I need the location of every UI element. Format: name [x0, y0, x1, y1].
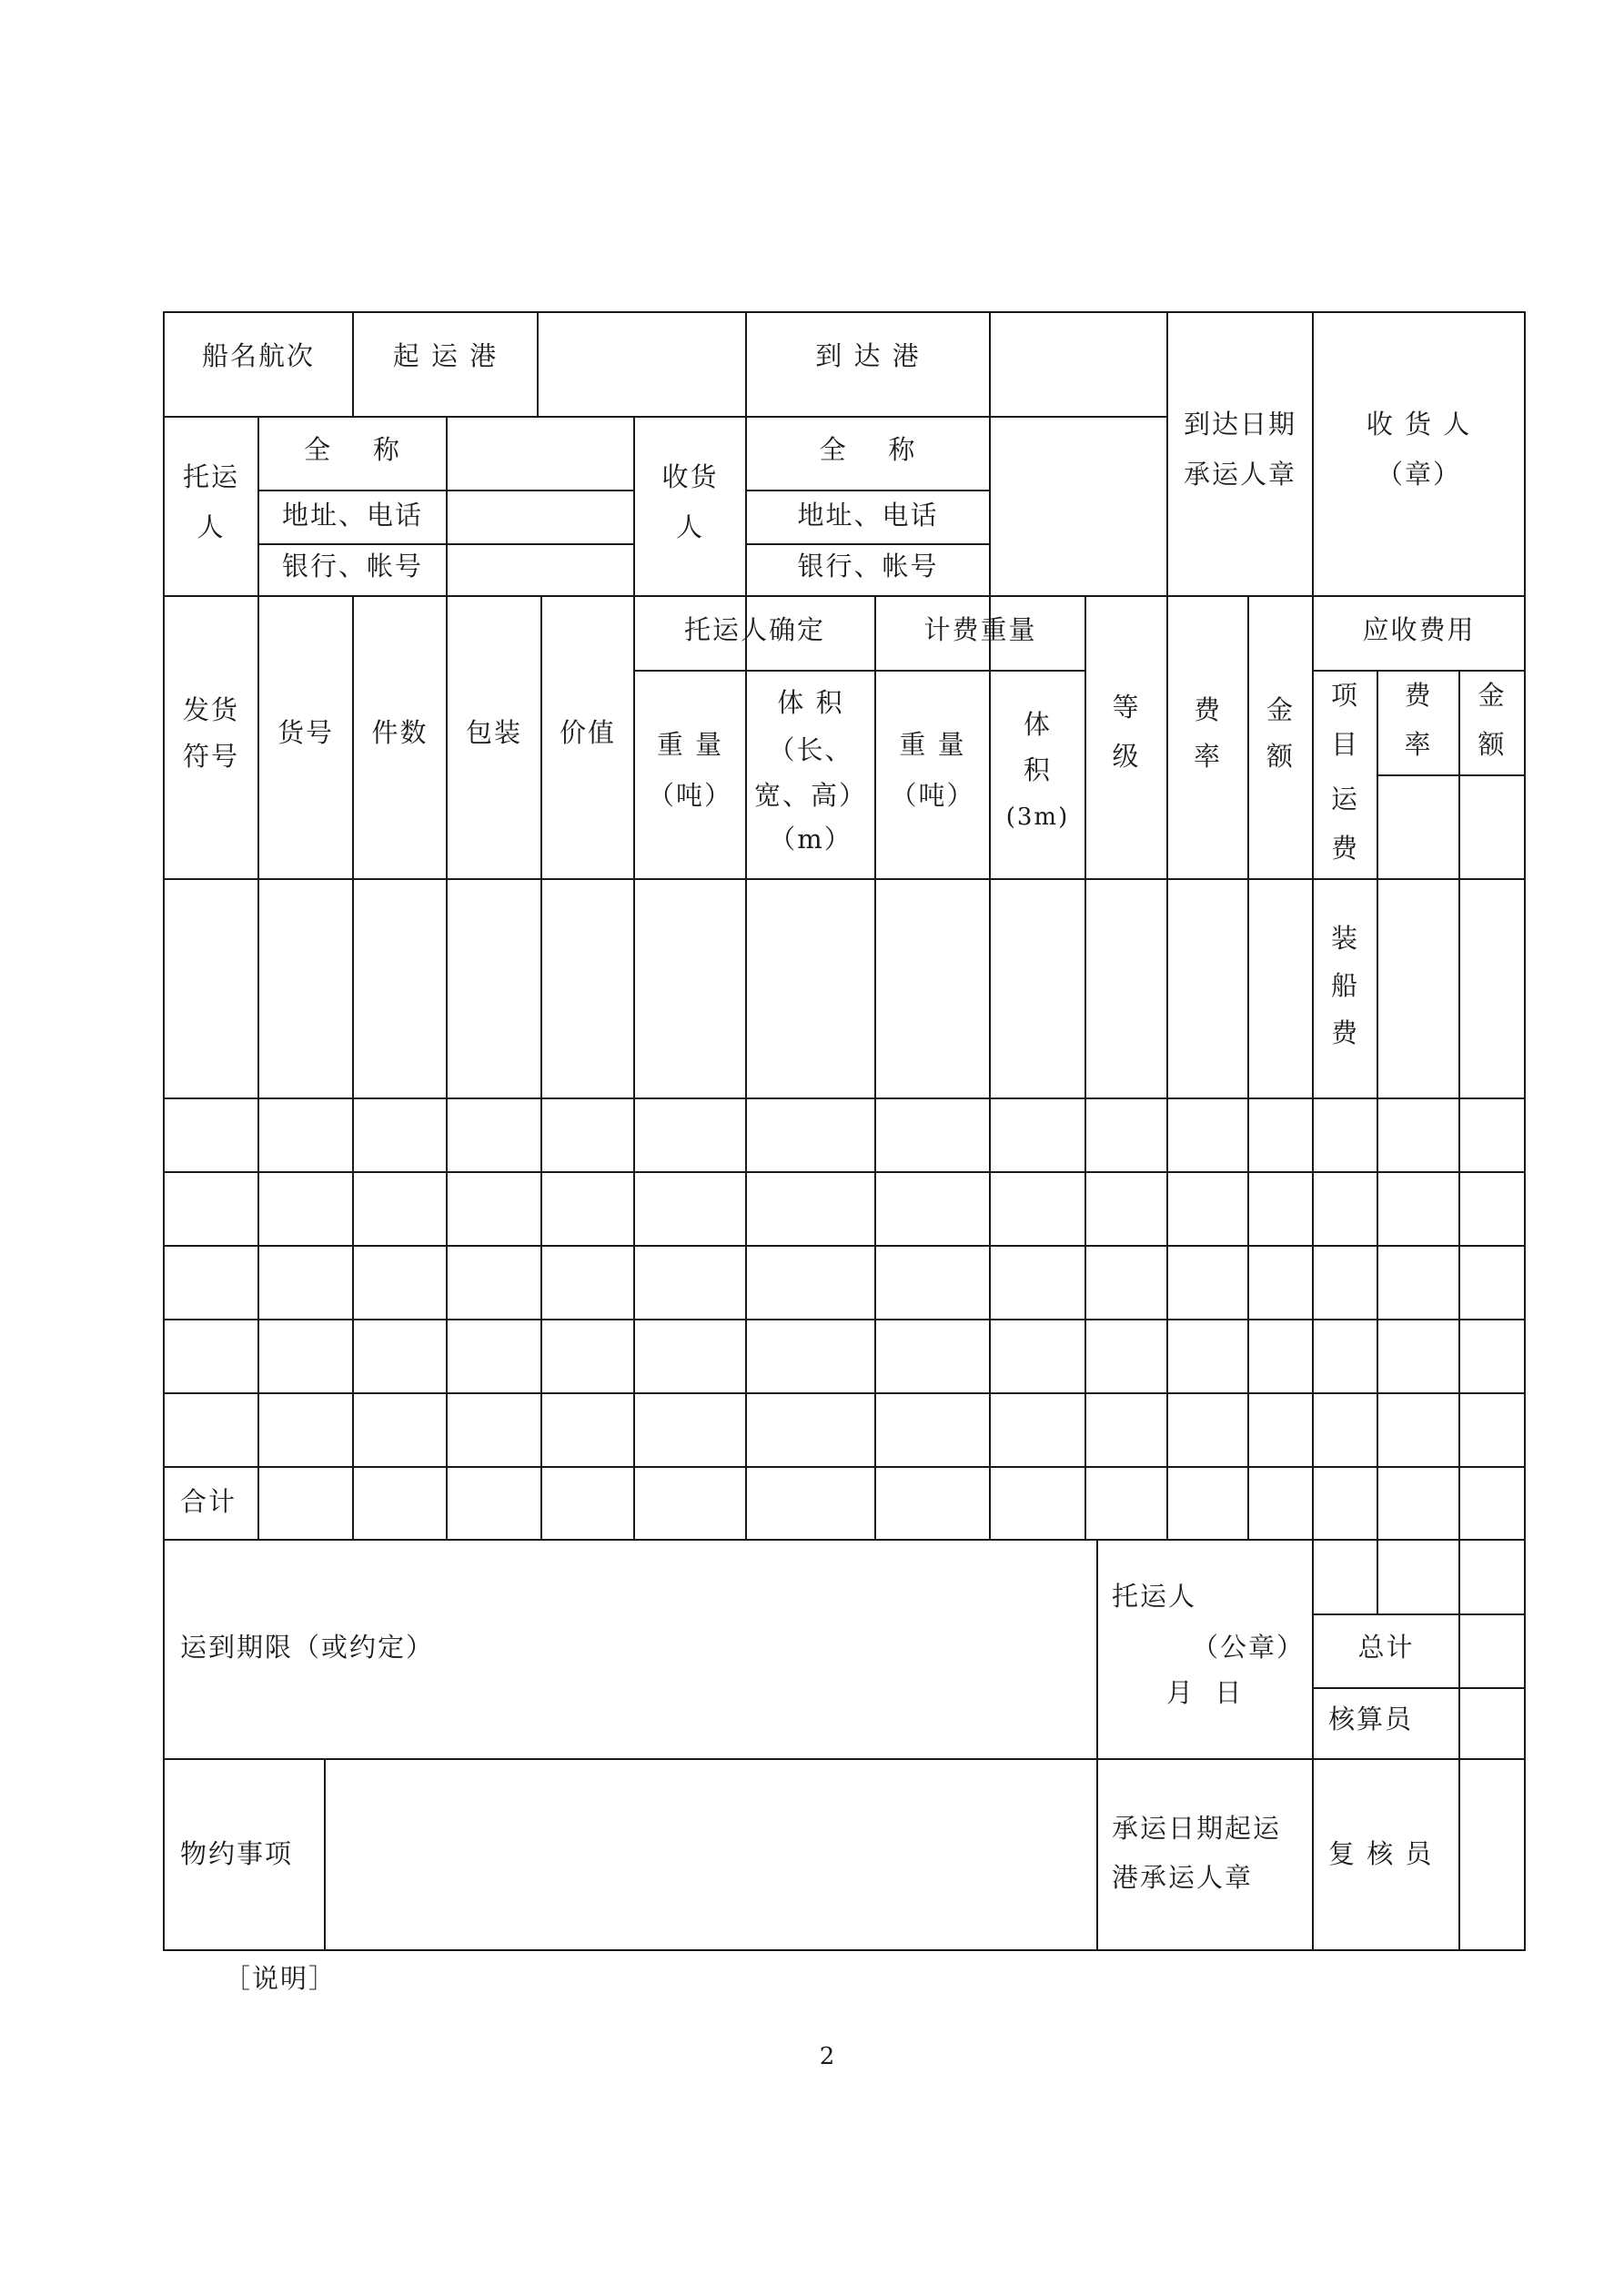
footer-shipper-label: 托运人	[1112, 1581, 1197, 1612]
col-packing-label: 包装	[465, 717, 522, 748]
carrier-stamp-label: 承运日期起运	[1112, 1813, 1282, 1844]
fees-loading-label-end: 费	[1330, 1017, 1359, 1048]
col-billing-volume-label-cont: 积	[1023, 754, 1052, 785]
col-billing-volume-unit: (3m)	[1005, 804, 1070, 831]
fees-item-label-cont: 目	[1330, 729, 1359, 760]
grand-total-label: 总计	[1357, 1632, 1415, 1663]
note-label: ［说明］	[224, 1963, 338, 1994]
arrival-date-label: 到达日期	[1183, 409, 1296, 440]
col-rate-label-cont: 率	[1193, 741, 1222, 772]
col-goods-no-label: 货号	[277, 717, 334, 748]
fees-freight-label-cont: 费	[1330, 833, 1359, 864]
consignee-seal-note: （章）	[1376, 459, 1461, 490]
shipper-label-cont: 人	[197, 511, 226, 542]
col-volume-label: 体 积	[777, 687, 844, 718]
fees-rate-label-cont: 率	[1404, 729, 1433, 760]
col-grade-label: 等	[1112, 692, 1141, 723]
col-amount-label-cont: 额	[1266, 741, 1295, 772]
total-row-label: 合计	[180, 1486, 237, 1517]
col-volume-dims-1: （长、	[768, 734, 853, 765]
footer-date-label: 月 日	[1166, 1677, 1244, 1708]
fees-freight-label: 运	[1330, 784, 1359, 814]
fees-amount-label-cont: 额	[1478, 729, 1507, 760]
reviewer-label: 复 核 员	[1328, 1838, 1434, 1869]
shipper-confirmed-label: 托运人确定	[683, 614, 825, 645]
col-mark-label: 发货	[182, 694, 239, 725]
col-pieces-label: 件数	[371, 717, 429, 748]
consignee-seal-label: 收 货 人	[1366, 409, 1472, 440]
delivery-deadline-label: 运到期限（或约定）	[180, 1632, 435, 1663]
col-mark-label-cont: 符号	[182, 741, 239, 772]
receiver-address-label: 地址、电话	[797, 500, 939, 531]
shipper-label: 托运	[182, 461, 239, 492]
col-amount-label: 金	[1266, 694, 1295, 725]
col-volume-unit: （m）	[769, 824, 852, 855]
receiver-label: 收货	[661, 461, 719, 492]
receiver-label-cont: 人	[675, 511, 704, 542]
destination-port-label: 到 达 港	[815, 340, 921, 371]
fees-item-label: 项	[1330, 680, 1359, 711]
ship-voyage-label: 船名航次	[201, 340, 315, 371]
col-billing-weight-label: 重 量	[899, 729, 966, 760]
fees-rate-label: 费	[1404, 680, 1433, 711]
col-billing-volume-label: 体	[1023, 709, 1052, 740]
col-billing-weight-unit: （吨）	[890, 780, 975, 811]
fees-loading-label: 装	[1330, 923, 1359, 954]
accountant-label: 核算员	[1328, 1704, 1414, 1735]
shipper-address-label: 地址、电话	[281, 500, 423, 531]
col-volume-dims-2: 宽、高）	[753, 780, 867, 811]
footer-seal-label: （公章）	[1192, 1632, 1306, 1663]
fees-loading-label-cont: 船	[1330, 970, 1359, 1001]
receivable-fees-title: 应收费用	[1362, 614, 1476, 645]
col-grade-label-cont: 级	[1112, 741, 1141, 772]
billing-weight-label: 计费重量	[923, 614, 1037, 645]
col-rate-label: 费	[1193, 694, 1222, 725]
receiver-bank-label: 银行、帐号	[797, 551, 939, 582]
col-value-label: 价值	[559, 717, 616, 748]
shipper-bank-label: 银行、帐号	[281, 551, 423, 582]
receiver-full-name-label: 全 称	[819, 434, 917, 465]
special-terms-label: 物约事项	[180, 1838, 294, 1869]
shipper-full-name-label: 全 称	[304, 434, 401, 465]
col-weight-unit: （吨）	[647, 780, 732, 811]
fees-amount-label: 金	[1478, 680, 1507, 711]
page-number: 2	[819, 2043, 837, 2070]
carrier-stamp-label-cont: 港承运人章	[1112, 1862, 1254, 1893]
origin-port-label: 起 运 港	[392, 340, 499, 371]
col-weight-label: 重 量	[656, 729, 724, 760]
arrival-carrier-stamp-label: 承运人章	[1183, 459, 1296, 490]
